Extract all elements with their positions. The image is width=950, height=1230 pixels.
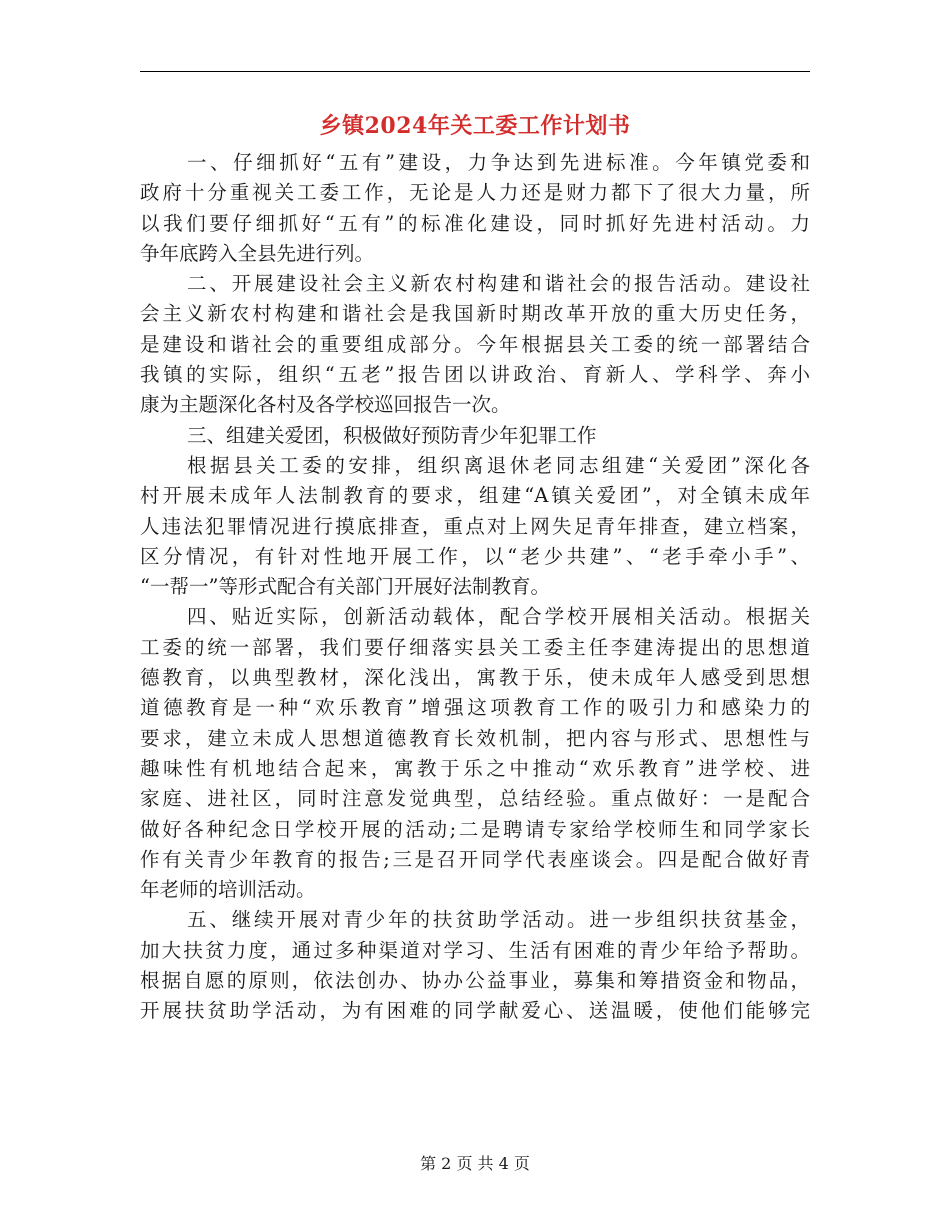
paragraph-5-line-7: 家庭、进社区，同时注意发觉典型，总结经验。重点做好：一是配合 (140, 787, 810, 811)
paragraph-2-line-4: 我镇的实际，组织“五老”报告团以讲政治、育新人、学科学、奔小 (140, 363, 810, 387)
paragraph-5-line-5: 要求，建立未成人思想道德教育长效机制，把内容与形式、思想性与 (140, 726, 810, 750)
paragraph-1-line-1: 一、仔细抓好“五有”建设，力争达到先进标准。今年镇党委和 (187, 151, 810, 174)
paragraph-4-line-1: 根据县关工委的安排，组织离退休老同志组建“关爱团”深化各 (187, 453, 810, 477)
paragraph-4-line-2: 村开展未成年人法制教育的要求，组建“A镇关爱团”，对全镇未成年 (140, 484, 810, 508)
paragraph-2-line-2: 会主义新农村构建和谐社会是我国新时期改革开放的重大历史任务， (140, 302, 810, 326)
paragraph-5-line-9: 作有关青少年教育的报告;三是召开同学代表座谈会。四是配合做好青 (140, 847, 810, 871)
paragraph-6-line-2: 加大扶贫力度，通过多种渠道对学习、生活有困难的青少年给予帮助。 (140, 938, 810, 962)
paragraph-5-line-3: 德教育，以典型教材，深化浅出，寓教于乐，使未成年人感受到思想 (140, 666, 810, 690)
paragraph-2-line-1: 二、开展建设社会主义新农村构建和谐社会的报告活动。建设社 (187, 272, 810, 296)
paragraph-5-line-8: 做好各种纪念日学校开展的活动;二是聘请专家给学校师生和同学家长 (140, 817, 810, 841)
paragraph-1-line-4: 争年底跨入全县先进行列。 (140, 241, 375, 265)
document-body (140, 148, 810, 1027)
paragraph-1-line-2: 政府十分重视关工委工作，无论是人力还是财力都下了很大力量，所 (140, 181, 810, 205)
paragraph-4-line-3: 人违法犯罪情况进行摸底排查，重点对上网失足青年排查，建立档案， (140, 514, 810, 538)
paragraph-6-line-4: 开展扶贫助学活动，为有困难的同学献爱心、送温暖，使他们能够完 (140, 999, 810, 1023)
paragraph-3-heading: 三、组建关爱团，积极做好预防青少年犯罪工作 (187, 423, 597, 447)
header-rule (140, 71, 810, 72)
paragraph-1-line-3: 以我们要仔细抓好“五有”的标准化建设，同时抓好先进村活动。力 (140, 211, 810, 235)
paragraph-5-line-10: 年老师的培训活动。 (140, 878, 316, 902)
paragraph-5-line-4: 道德教育是一种“欢乐教育”增强这项教育工作的吸引力和感染力的 (140, 696, 810, 720)
paragraph-2-line-3: 是建设和谐社会的重要组成部分。今年根据县关工委的统一部署结合 (140, 332, 810, 356)
paragraph-6-line-1: 五、继续开展对青少年的扶贫助学活动。进一步组织扶贫基金， (187, 908, 810, 932)
document-title: 乡镇2024年关工委工作计划书 (319, 113, 631, 139)
paragraph-5-line-2: 工委的统一部署，我们要仔细落实县关工委主任李建涛提出的思想道 (140, 635, 810, 659)
paragraph-5-line-6: 趣味性有机地结合起来，寓教于乐之中推动“欢乐教育”进学校、进 (140, 756, 810, 780)
paragraph-4-line-4: 区分情况，有针对性地开展工作，以“老少共建”、“老手牵小手”、 (140, 544, 810, 568)
paragraph-4-line-5: “一帮一”等形式配合有关部门开展好法制教育。 (140, 575, 550, 599)
paragraph-5-line-1: 四、贴近实际，创新活动载体，配合学校开展相关活动。根据关 (187, 605, 810, 629)
page-number-footer: 第 2 页 共 4 页 (420, 1154, 530, 1173)
paragraph-2-line-5: 康为主题深化各村及各学校巡回报告一次。 (140, 393, 511, 417)
paragraph-6-line-3: 根据自愿的原则，依法创办、协办公益事业，募集和筹措资金和物品， (140, 969, 810, 993)
